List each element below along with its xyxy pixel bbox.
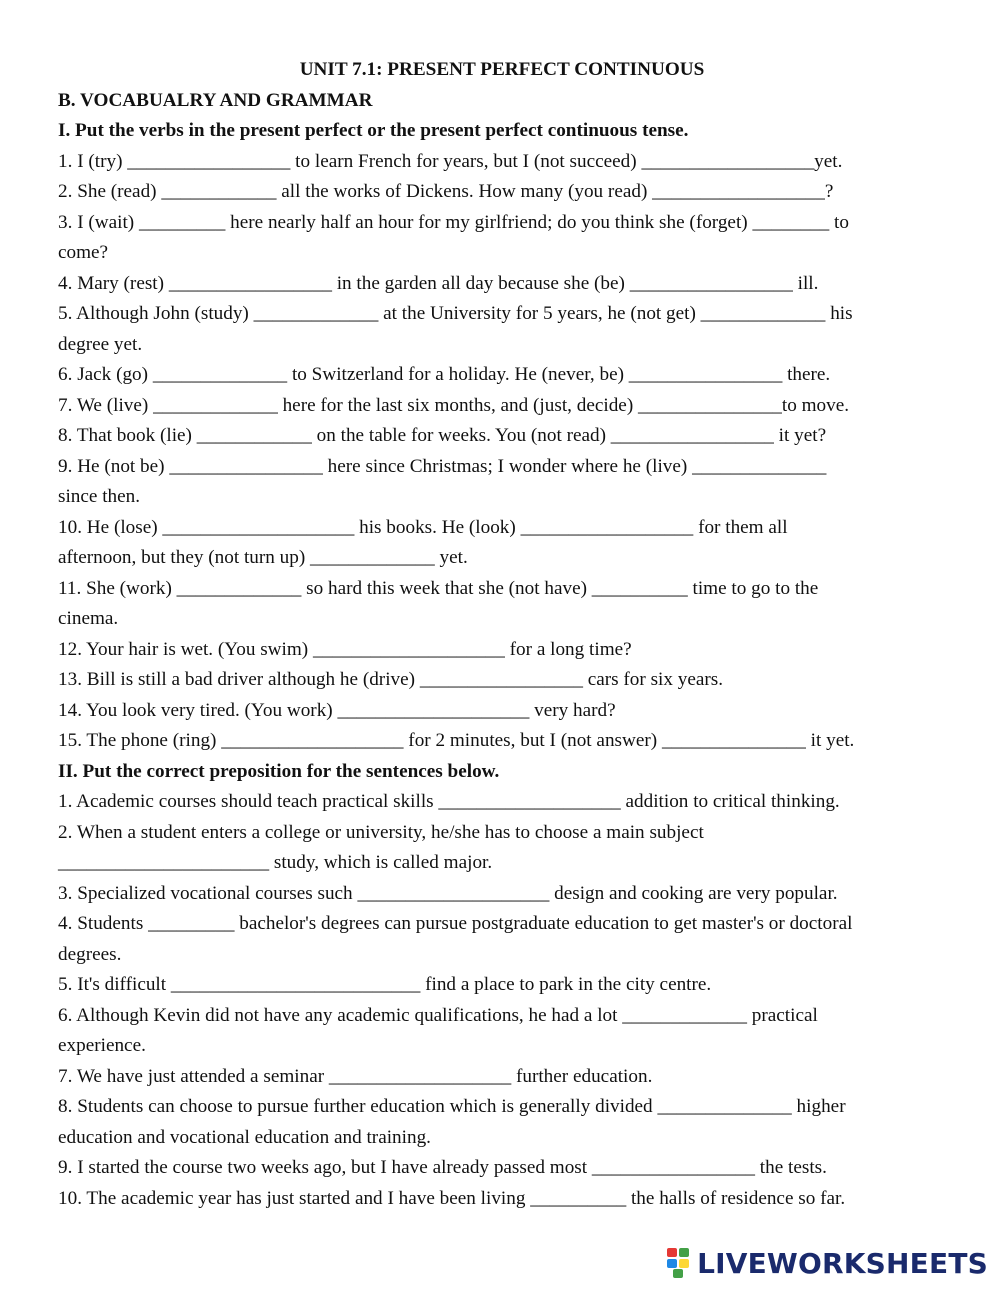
exercise-line: 6. Although Kevin did not have any academic qualifications, he had a lot _____________ practical: [58, 1004, 818, 1026]
liveworksheets-logo-icon: [667, 1248, 691, 1278]
exercise-line: 10. The academic year has just started and I have been living __________ the halls of residence so far.: [58, 1187, 846, 1209]
exercise-line: 2. When a student enters a college or university, he/she has to choose a main subject: [58, 821, 704, 843]
exercise-line: 3. I (wait) _________ here nearly half an hour for my girlfriend; do you think she (forget) ________ to: [58, 211, 849, 233]
exercise-line: 9. He (not be) ________________ here since Christmas; I wonder where he (live) ______________: [58, 455, 827, 477]
exercise-line: 1. Academic courses should teach practical skills ___________________ addition to critical thinking.: [58, 791, 840, 812]
part1-heading: I. Put the verbs in the present perfect or the present perfect continuous tense.: [58, 120, 689, 141]
exercise-line: 11. She (work) _____________ so hard this week that she (not have) __________ time to go to the: [58, 577, 819, 599]
exercise-line: come?: [58, 242, 109, 263]
exercise-line: 14. You look very tired. (You work) ____________________ very hard?: [58, 699, 616, 721]
exercise-line: 2. She (read) ____________ all the works of Dickens. How many (you read) __________________?: [58, 181, 834, 202]
exercise-line: afternoon, but they (not turn up) _____________ yet.: [58, 547, 468, 568]
exercise-line: experience.: [58, 1035, 146, 1056]
logo-square-blue: [667, 1259, 677, 1268]
exercise-line: 7. We (live) _____________ here for the last six months, and (just, decide) _______________to move.: [58, 394, 850, 416]
exercise-line: degree yet.: [58, 333, 143, 355]
page-title: UNIT 7.1: PRESENT PERFECT CONTINUOUS: [299, 59, 705, 80]
exercise-line: 9. I started the course two weeks ago, but I have already passed most _________________ the tests.: [58, 1157, 827, 1178]
exercise-line: ______________________ study, which is called major.: [58, 852, 493, 873]
exercise-line: 5. It's difficult __________________________ find a place to park in the city centre.: [58, 974, 712, 995]
liveworksheets-wordmark: LIVEWORKSHEETS: [697, 1246, 988, 1280]
exercise-line: since then.: [58, 486, 141, 507]
worksheet-page: [58, 56, 946, 1215]
part2-exercise-list: [58, 788, 946, 1213]
logo-square-green: [679, 1248, 689, 1257]
part2-heading: II. Put the correct preposition for the sentences below.: [58, 760, 500, 782]
exercise-line: 7. We have just attended a seminar ___________________ further education.: [58, 1065, 653, 1087]
exercise-line: 4. Students _________ bachelor's degrees can pursue postgraduate education to get master's or doctoral: [58, 913, 853, 934]
exercise-line: 4. Mary (rest) _________________ in the garden all day because she (be) _________________ ill.: [58, 272, 819, 294]
exercise-line: 5. Although John (study) _____________ at the University for 5 years, he (not get) _____________ his: [58, 303, 853, 324]
part1-exercise-list: [58, 148, 946, 756]
logo-square-yellow: [679, 1259, 689, 1268]
exercise-line: degrees.: [58, 943, 122, 965]
exercise-line: 6. Jack (go) ______________ to Switzerland for a holiday. He (never, be) ________________ there.: [58, 364, 831, 385]
exercise-line: 13. Bill is still a bad driver although he (drive) _________________ cars for six years.: [58, 669, 724, 690]
exercise-line: 1. I (try) _________________ to learn French for years, but I (not succeed) __________________yet.: [58, 150, 843, 172]
exercise-line: 12. Your hair is wet. (You swim) ____________________ for a long time?: [58, 638, 632, 660]
exercise-line: 15. The phone (ring) ___________________ for 2 minutes, but I (not answer) _______________ it yet.: [58, 730, 855, 751]
exercise-line: cinema.: [58, 608, 119, 629]
section-b-heading: B. VOCABUALRY AND GRAMMAR: [58, 89, 373, 111]
exercise-line: 8. Students can choose to pursue further education which is generally divided ______________ higher: [58, 1096, 846, 1117]
exercise-line: 8. That book (lie) ____________ on the table for weeks. You (not read) _________________ it yet?: [58, 425, 827, 446]
exercise-line: 10. He (lose) ____________________ his books. He (look) __________________ for them all: [58, 516, 788, 538]
exercise-line: education and vocational education and training.: [58, 1126, 431, 1148]
liveworksheets-logo: [667, 1243, 988, 1283]
logo-square-green-bottom: [673, 1269, 683, 1278]
logo-square-red: [667, 1248, 677, 1257]
exercise-line: 3. Specialized vocational courses such ____________________ design and cooking are very popular.: [58, 882, 838, 904]
